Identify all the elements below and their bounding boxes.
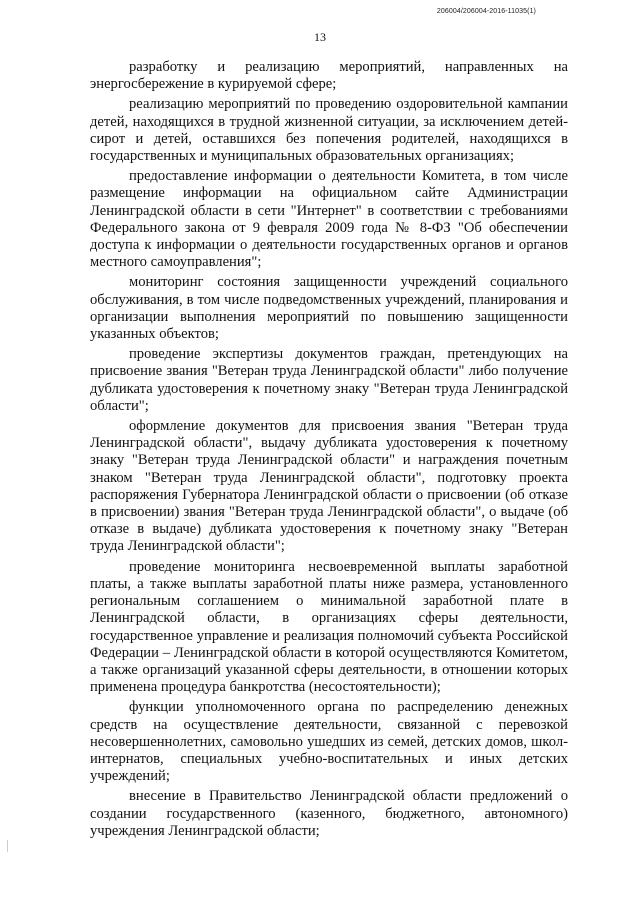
- paragraph-security-monitoring: мониторинг состояния защищенности учреждений социального обслуживания, в том числе подведомственных учреждений, планирования и организации выполнения мероприятий по повышению защищенности указанных объектов;: [90, 274, 568, 343]
- paragraph-funds-distribution: функции уполномоченного органа по распределению денежных средств на осуществление деятельности, связанной с перевозкой несовершеннолетних, самовольно ушедших из семей, детских домов, школ-интернатов, специальных учебно-воспитательных и иных детских учреждений;: [90, 699, 568, 785]
- document-id: 206004/206004-2016-11035(1): [436, 8, 536, 15]
- document-body: [90, 59, 568, 843]
- paragraph-energy-saving: разработку и реализацию мероприятий, направленных на энергосбережение в курируемой сфере;: [90, 59, 568, 93]
- paragraph-institution-creation: внесение в Правительство Ленинградской области предложений о создании государственного (казенного, бюджетного, автономного) учреждения Ленинградской области;: [90, 788, 568, 839]
- paragraph-health-campaign: реализацию мероприятий по проведению оздоровительной кампании детей, находящихся в трудной жизненной ситуации, за исключением детей-сирот и детей, оставшихся без попечения родителей, находящихся в государственных и муниципальных образовательных организациях;: [90, 96, 568, 165]
- page-number: 13: [314, 30, 326, 44]
- paragraph-document-expertise: проведение экспертизы документов граждан, претендующих на присвоение звания "Ветеран труда Ленинградской области" либо получение дубликата удостоверения к почетному знаку "Ветеран труда Ленинградской области";: [90, 346, 568, 414]
- paragraph-wage-monitoring: проведение мониторинга несвоевременной выплаты заработной платы, а также выплаты заработной платы ниже размера, установленного региональным соглашением о минимальной заработной плате в Ленинградской области, в организациях сферы деятельности, государственное управление и реализация полномочий субъекта Российской Федерации – Ленинградской области в которой осуществляются Комитетом, а также организаций указанной сферы деятельности, в отношении которых применена процедура банкротства (несостоятельности);: [90, 558, 568, 696]
- paragraph-information-provision: предоставление информации о деятельности Комитета, в том числе размещение информации на официальном сайте Администрации Ленинградской области в сети "Интернет" в соответствии с требованиями Федерального закона от 9 февраля 2009 года № 8-ФЗ "Об обеспечении доступа к информации о деятельности государственных органов и органов местного самоуправления";: [90, 168, 568, 271]
- scan-margin-mark: [7, 840, 8, 852]
- paragraph-veteran-title-registration: оформление документов для присвоения звания "Ветеран труда Ленинградской области", выдачу дубликата удостоверения к почетному знаку "Ветеран труда Ленинградской области" и награждения почетным знаком "Ветеран труда Ленинградской области", подготовку проекта распоряжения Губернатора Ленинградской области о присвоении (об отказе в присвоении) звания "Ветеран труда Ленинградской области", о выдаче (об отказе в выдаче) дубликата удостоверения к почетному знаку "Ветеран труда Ленинградской области";: [90, 418, 568, 555]
